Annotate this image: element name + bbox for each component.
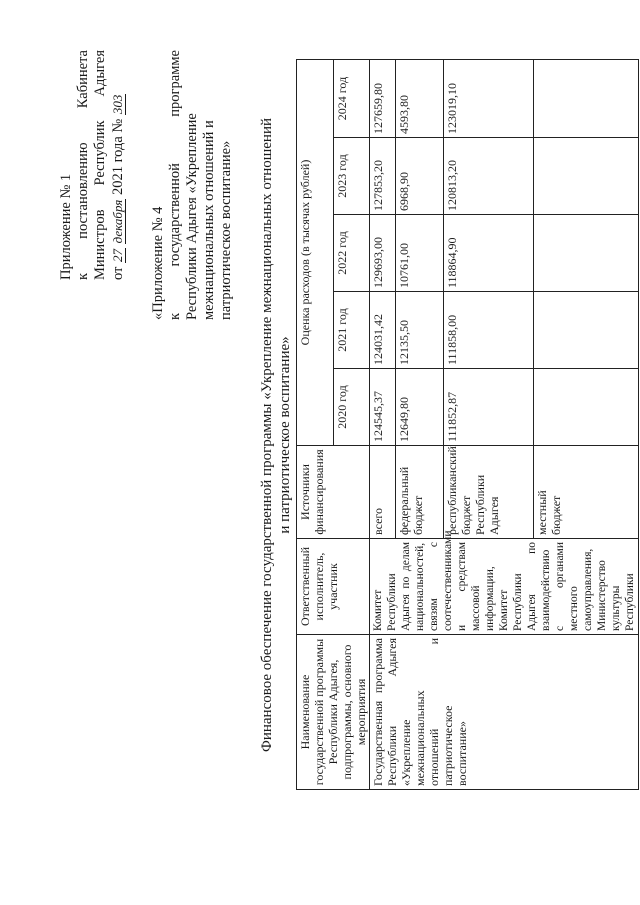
annex-4-line-4: межнациональных отношений и xyxy=(201,120,217,320)
value-cell: 120813,20 xyxy=(443,138,533,215)
date-month: декабря xyxy=(110,199,125,244)
source-cell: всего xyxy=(370,446,396,539)
value-cell: 127659,80 xyxy=(370,59,396,137)
annex-4-line-3: Республики Адыгея «Укрепление xyxy=(184,113,200,320)
annex-1-header xyxy=(58,50,127,280)
annex-1-line-2: Министров Республик Адыгея xyxy=(92,50,108,280)
table-row xyxy=(370,59,396,789)
value-cell: 111852,87 xyxy=(443,369,533,446)
value-cell: 123019,10 xyxy=(443,59,533,137)
value-cell: 124031,42 xyxy=(370,292,396,369)
annex-1-line-1: к постановлению Кабинета xyxy=(75,50,91,280)
source-cell: республиканский бюджет Республики Адыгея xyxy=(443,446,533,539)
source-cell: федеральный бюджет xyxy=(396,446,444,539)
value-cell: 12649,80 xyxy=(396,369,444,446)
annex-4-line-2: к государственной программе xyxy=(167,50,183,320)
annex-4-header xyxy=(150,50,235,320)
value-cell: 6968,90 xyxy=(396,138,444,215)
source-cell: местный бюджет xyxy=(534,446,639,539)
financing-table xyxy=(296,59,639,790)
header-year: 2021 год xyxy=(333,292,370,369)
decree-number: 303 xyxy=(110,94,125,115)
header-year: 2022 год xyxy=(333,215,370,292)
value-cell: 10761,00 xyxy=(396,215,444,292)
executor-cell: Комитет Республики Адыгея по делам национальностей, связям с соотечественниками и средствам массовой информации, Комитет Республики Адыгея по взаимодействию с органами местного самоуправления, Министерство культуры Республики xyxy=(370,539,639,635)
value-cell xyxy=(534,369,639,446)
value-cell: 129693,00 xyxy=(370,215,396,292)
header-program-name: Наименование государственной программы Республики Адыгея, подпрограммы, основного мероприятия xyxy=(297,635,370,790)
annex-1-date-line: от 27 декабря 2021 года № 303 xyxy=(110,94,126,280)
header-executor: Ответственный исполнитель, участник xyxy=(297,539,370,635)
value-cell: 111858,00 xyxy=(443,292,533,369)
document-title: Финансовое обеспечение государственной программы «Укрепление межнациональных отношений и патриотическое воспитание» xyxy=(259,117,293,753)
header-row-1 xyxy=(297,59,334,789)
value-cell xyxy=(534,59,639,137)
header-year: 2023 год xyxy=(333,138,370,215)
value-cell: 4593,80 xyxy=(396,59,444,137)
header-source: Источники финансирования xyxy=(297,446,370,539)
program-name-cell: Государственная программа Республики Адыгея «Укрепление межнациональных отношений и патриотическое воспитание» xyxy=(370,635,639,790)
annex-4-line-5: патриотическое воспитание» xyxy=(218,140,234,320)
header-year: 2024 год xyxy=(333,59,370,137)
header-year: 2020 год xyxy=(333,369,370,446)
value-cell xyxy=(534,215,639,292)
annex-4-title: «Приложение № 4 xyxy=(150,206,166,320)
date-day: 27 xyxy=(110,248,125,262)
annex-1-title: Приложение № 1 xyxy=(58,173,74,280)
value-cell: 12135,50 xyxy=(396,292,444,369)
value-cell: 127853,20 xyxy=(370,138,396,215)
header-estimate: Оценка расходов (в тысячах рублей) xyxy=(297,59,334,445)
value-cell: 124545,37 xyxy=(370,369,396,446)
value-cell: 118864,90 xyxy=(443,215,533,292)
value-cell xyxy=(534,138,639,215)
value-cell xyxy=(534,292,639,369)
